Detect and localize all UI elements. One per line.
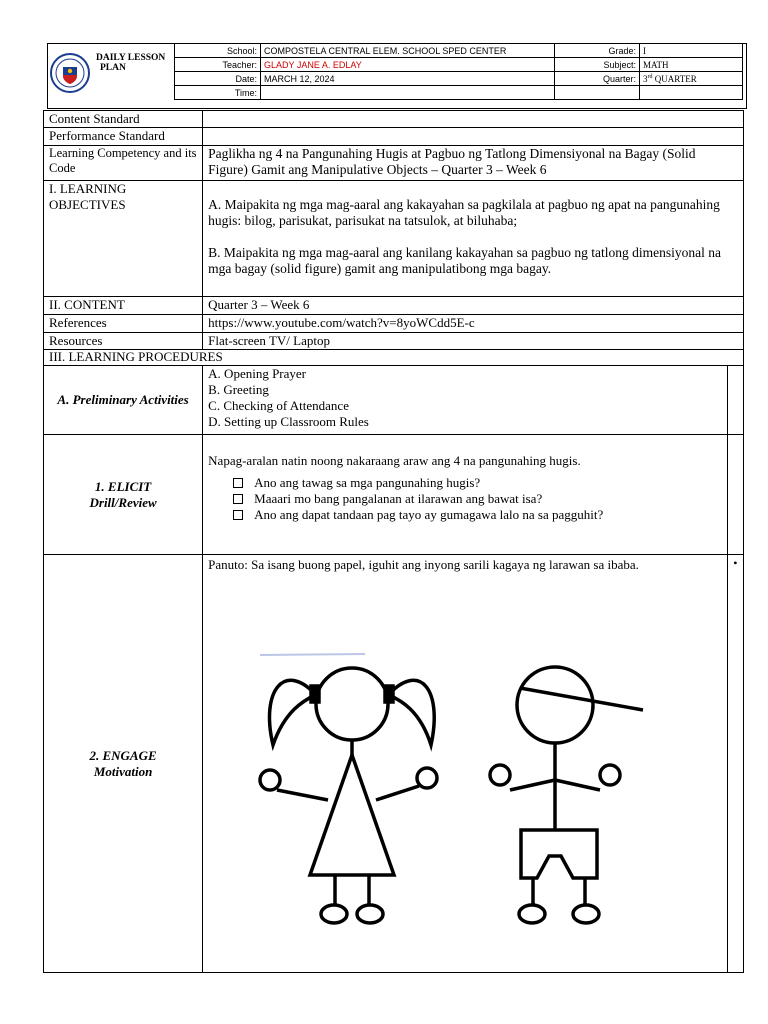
engage-subtitle: Motivation — [93, 763, 153, 779]
date-label: Date: — [175, 72, 261, 86]
teacher-value: GLADY JANE A. EDLAY — [261, 58, 555, 72]
row-content-standard — [44, 111, 744, 128]
performance-standard-label: Performance Standard — [44, 128, 203, 146]
quarter-suffix: rd — [647, 73, 653, 80]
title-line-1: DAILY LESSON — [96, 53, 166, 63]
elicit-subtitle: Drill/Review — [89, 494, 157, 510]
title-line-2: PLAN — [100, 63, 126, 73]
content-label: II. CONTENT — [44, 297, 203, 315]
deped-seal-icon — [50, 53, 90, 93]
header-row-time — [175, 86, 743, 100]
boy-figure — [490, 667, 643, 923]
elicit-question-list — [208, 475, 721, 523]
row-objectives — [44, 181, 744, 297]
empty-value — [640, 86, 743, 100]
content-standard-label: Content Standard — [44, 111, 203, 128]
objective-b: B. Maipakita ng mga mag-aaral ang kanilang kakayahan sa pagbuo ng tatlong dimensiyonal na mga bagay (solid figure) gamit ang manipulatibong mga bagay. — [208, 245, 722, 276]
list-item: B. Greeting — [208, 382, 269, 397]
school-label: School: — [175, 44, 261, 58]
engage-instruction: Panuto: Sa isang buong papel, iguhit ang inyong sarili kagaya ng larawan sa ibaba. — [208, 557, 639, 572]
time-label: Time: — [175, 86, 261, 100]
content-value: Quarter 3 – Week 6 — [203, 297, 744, 315]
list-item — [230, 475, 721, 491]
preliminary-extra — [727, 366, 743, 435]
resources-value: Flat-screen TV/ Laptop — [203, 333, 744, 350]
question-text: Ano ang tawag sa mga pangunahing hugis? — [254, 475, 481, 490]
quarter-word: QUARTER — [652, 73, 697, 84]
references-link[interactable]: https://www.youtube.com/watch?v=8yoWCdd5E-c — [203, 315, 744, 333]
header-row-school — [175, 44, 743, 58]
checkbox-icon — [233, 510, 243, 520]
objectives-value — [203, 181, 744, 297]
list-item — [230, 507, 721, 523]
teacher-label: Teacher: — [175, 58, 261, 72]
row-content — [44, 297, 744, 315]
preliminary-list — [203, 366, 727, 435]
document-title — [96, 53, 165, 73]
list-item: C. Checking of Attendance — [208, 398, 349, 413]
time-value — [261, 86, 555, 100]
list-item: A. Opening Prayer — [208, 366, 307, 381]
objective-a: A. Maipakita ng mga mag-aaral ang kakayahan sa pagkilala at pagbuo ng apat na pangunahing hugis: bilog, parisukat, parisukat na tatsulok, at biluhaba; — [208, 197, 720, 228]
header-info-table — [174, 43, 743, 100]
question-text: Ano ang dapat tandaan pag tayo ay gumagawa lalo na sa pagguhit? — [254, 507, 604, 522]
subject-value: MATH — [640, 58, 743, 72]
content-standard-value — [203, 111, 744, 128]
elicit-title: 1. ELICIT — [94, 478, 152, 494]
references-label: References — [44, 315, 203, 333]
quarter-number: 3 — [643, 73, 648, 84]
row-preliminary — [44, 366, 744, 435]
resources-label: Resources — [44, 333, 203, 350]
preliminary-label: A. Preliminary Activities — [44, 366, 203, 435]
row-competency — [44, 146, 744, 181]
grade-value: I — [640, 44, 743, 58]
checkbox-icon — [233, 478, 243, 488]
checkbox-icon — [233, 494, 243, 504]
row-procedures — [44, 350, 744, 366]
quarter-label: Quarter: — [555, 72, 640, 86]
row-elicit — [44, 435, 744, 555]
engage-title: 2. ENGAGE — [89, 747, 157, 763]
engage-label — [44, 555, 203, 973]
list-item — [230, 491, 721, 507]
empty-label — [555, 86, 640, 100]
question-text: Maaari mo bang pangalanan at ilarawan ang bawat isa? — [254, 491, 543, 506]
procedures-heading: III. LEARNING PROCEDURES — [44, 350, 744, 366]
list-item: D. Setting up Classroom Rules — [208, 414, 369, 429]
grade-label: Grade: — [555, 44, 640, 58]
elicit-content — [203, 435, 727, 555]
performance-standard-value — [203, 128, 744, 146]
header-row-teacher — [175, 58, 743, 72]
elicit-extra — [727, 435, 743, 555]
date-value: MARCH 12, 2024 — [261, 72, 555, 86]
objectives-label: I. LEARNING OBJECTIVES — [44, 181, 203, 297]
competency-label: Learning Competency and its Code — [44, 146, 203, 181]
girl-figure — [260, 668, 437, 923]
header-row-date — [175, 72, 743, 86]
competency-value: Paglikha ng 4 na Pangunahing Hugis at Pagbuo ng Tatlong Dimensiyonal na Bagay (Solid Figure) Gamit ang Manipulative Objects – Quarter 3 – Week 6 — [203, 146, 744, 181]
row-performance-standard — [44, 128, 744, 146]
elicit-intro: Napag-aralan natin noong nakaraang araw ang 4 na pangunahing hugis. — [208, 453, 581, 468]
subject-label: Subject: — [555, 58, 640, 72]
elicit-label — [44, 435, 203, 555]
row-references — [44, 315, 744, 333]
stick-figures-illustration — [255, 650, 655, 930]
school-value: COMPOSTELA CENTRAL ELEM. SCHOOL SPED CENTER — [261, 44, 555, 58]
row-resources — [44, 333, 744, 350]
quarter-value — [640, 72, 743, 86]
bullet-marker: • — [727, 555, 743, 973]
